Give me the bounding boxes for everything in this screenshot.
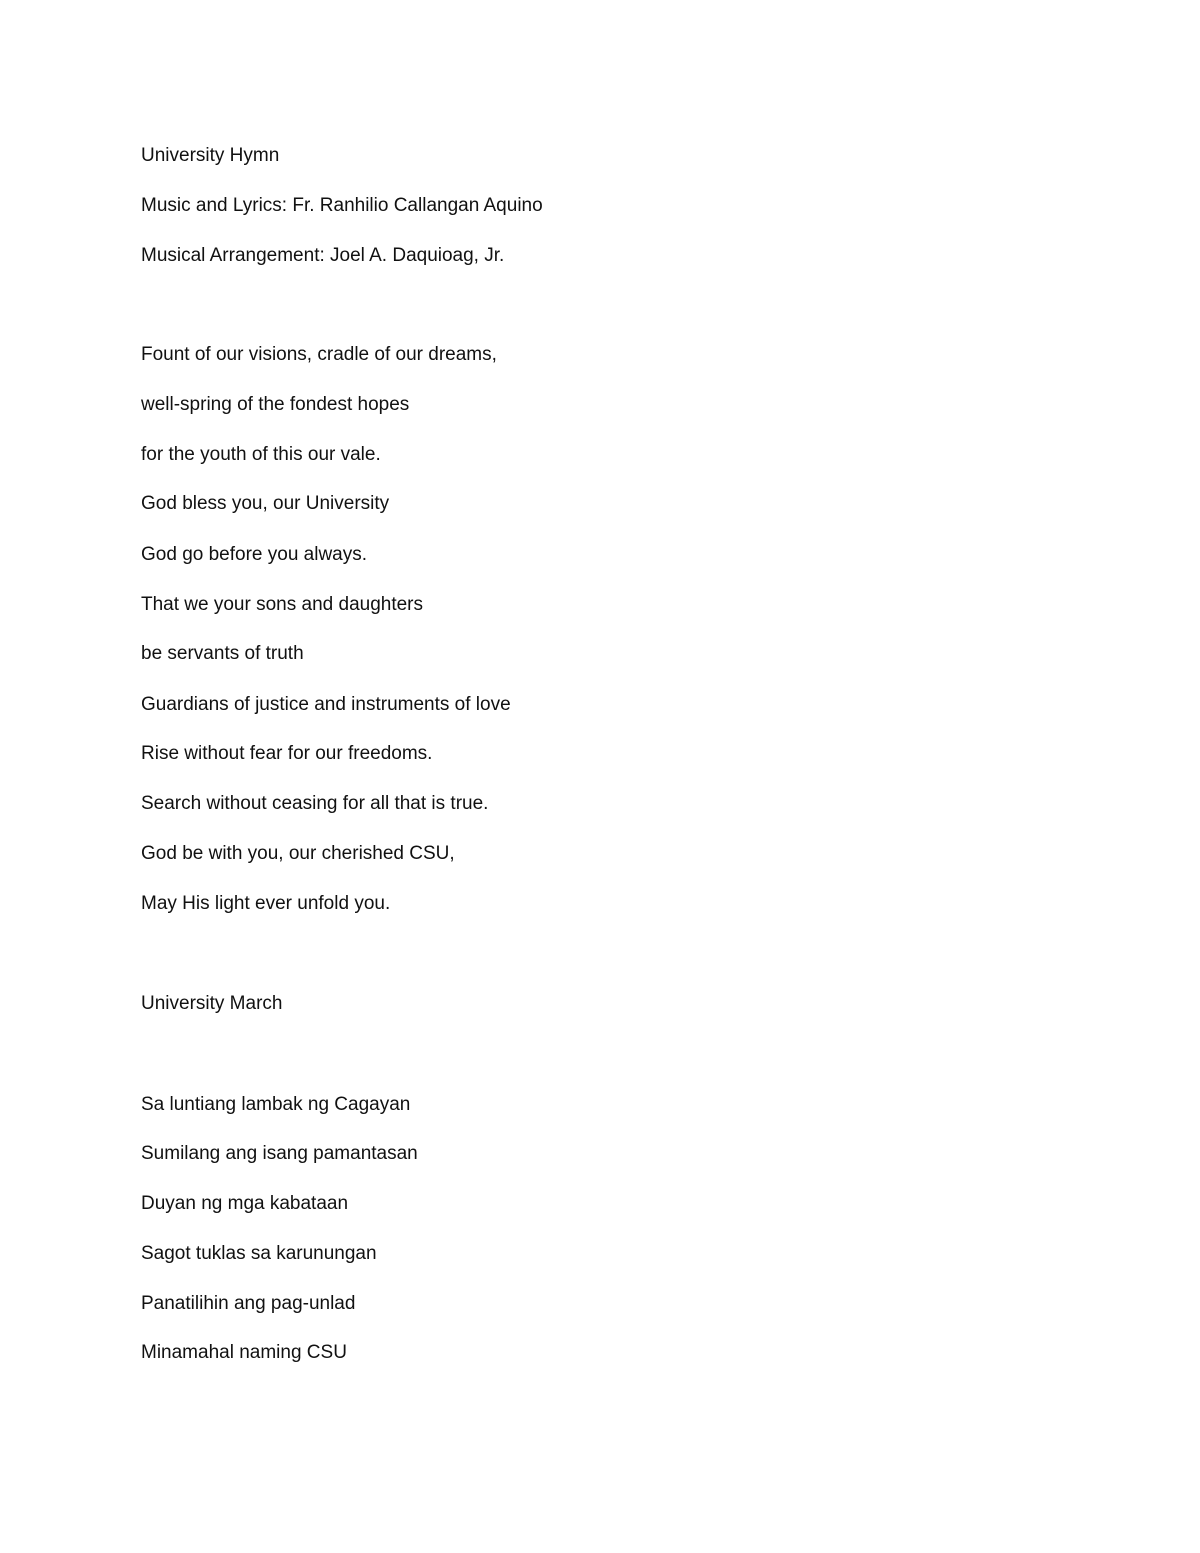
- hymn-credit-arrangement: Musical Arrangement: Joel A. Daquioag, Jr.: [141, 245, 505, 266]
- hymn-lyric-line: God bless you, our University: [141, 493, 390, 514]
- hymn-lyric-line: for the youth of this our vale.: [141, 444, 381, 465]
- hymn-lyric-line: God be with you, our cherished CSU,: [141, 843, 455, 864]
- hymn-title: University Hymn: [141, 145, 280, 166]
- hymn-lyric-line: Guardians of justice and instruments of love: [141, 694, 511, 715]
- hymn-lyric-line: Search without ceasing for all that is true.: [141, 793, 489, 814]
- hymn-lyric-line: That we your sons and daughters: [141, 594, 424, 615]
- march-lyric-line: Minamahal naming CSU: [141, 1342, 347, 1363]
- hymn-lyric-line: Fount of our visions, cradle of our dreams,: [141, 344, 497, 365]
- march-lyric-line: Duyan ng mga kabataan: [141, 1193, 349, 1214]
- march-lyric-line: Sumilang ang isang pamantasan: [141, 1143, 418, 1164]
- march-lyric-line: Sa luntiang lambak ng Cagayan: [141, 1094, 411, 1115]
- hymn-credit-lyrics: Music and Lyrics: Fr. Ranhilio Callangan Aquino: [141, 195, 543, 216]
- march-lyric-line: Panatilihin ang pag-unlad: [141, 1293, 356, 1314]
- hymn-lyric-line: well-spring of the fondest hopes: [141, 394, 410, 415]
- hymn-lyric-line: God go before you always.: [141, 544, 368, 565]
- hymn-lyric-line: May His light ever unfold you.: [141, 893, 391, 914]
- hymn-lyric-line: be servants of truth: [141, 643, 304, 664]
- march-lyric-line: Sagot tuklas sa karunungan: [141, 1243, 377, 1264]
- hymn-lyric-line: Rise without fear for our freedoms.: [141, 743, 433, 764]
- march-title: University March: [141, 993, 283, 1014]
